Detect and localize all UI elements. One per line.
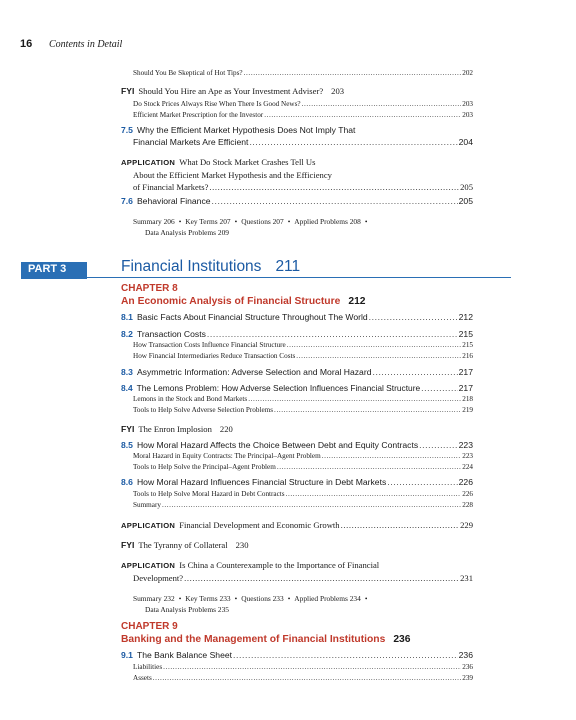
- summary-item: Data Analysis Problems 235: [145, 605, 229, 614]
- application-tag: APPLICATION: [121, 520, 176, 530]
- section-title-line2: Financial Markets Are Efficient: [133, 137, 249, 147]
- dotted-leader: [302, 99, 462, 110]
- bullet: •: [234, 594, 238, 603]
- section-title-line1: Why the Efficient Market Hypothesis Does Not Imply That: [136, 124, 356, 135]
- section-title: Basic Facts About Financial Structure Throughout The World: [136, 312, 368, 322]
- entry-page: 215: [462, 341, 473, 349]
- toc-subentry: [133, 405, 473, 416]
- chapter-8-summary: [121, 593, 473, 615]
- entry-text: Liabilities: [133, 662, 163, 671]
- summary-item: Questions 233: [241, 594, 284, 603]
- section-title: Transaction Costs: [136, 328, 206, 339]
- entry-text: Lemons in the Stock and Bond Markets: [133, 395, 248, 403]
- chapter-title-text: Banking and the Management of Financial Institutions: [121, 634, 386, 645]
- dotted-leader: [209, 181, 459, 193]
- section-page: 204: [458, 137, 473, 147]
- section-page: 217: [458, 367, 473, 377]
- application-financial-development: [121, 519, 473, 532]
- toc-chapter-7-continued: [121, 68, 473, 238]
- section-page: 236: [458, 650, 473, 660]
- fyi-ape-subentries: [121, 99, 473, 121]
- section-8-2-subentries: [121, 340, 473, 362]
- fyi-page: 203: [331, 86, 345, 96]
- entry-text: Tools to Help Solve Moral Hazard in Debt Contracts: [133, 489, 285, 498]
- toc-chapter-9: [121, 621, 473, 684]
- section-number: 8.1: [121, 312, 133, 322]
- dotted-leader: [322, 451, 462, 462]
- section-title: The Bank Balance Sheet: [136, 650, 233, 660]
- section-title: Behavioral Finance: [136, 195, 211, 206]
- fyi-enron: [121, 423, 473, 436]
- application-line3: of Financial Markets?: [133, 181, 209, 192]
- entry-page: 202: [462, 69, 473, 77]
- chapter-title: [121, 633, 473, 646]
- toc-subentry: [133, 340, 473, 351]
- dotted-leader: [421, 382, 458, 395]
- fyi-text: The Enron Implosion: [138, 424, 212, 434]
- dotted-leader: [153, 673, 461, 684]
- section-7-6: [121, 195, 473, 208]
- running-title: Contents in Detail: [49, 39, 123, 50]
- summary-item: Questions 207: [241, 217, 284, 226]
- section-page: 223: [458, 439, 473, 450]
- dotted-leader: [372, 366, 457, 379]
- section-number: 9.1: [121, 650, 133, 660]
- entry-text: Should You Be Skeptical of Hot Tips?: [133, 69, 243, 77]
- dotted-leader: [212, 195, 458, 208]
- bullet: •: [178, 594, 182, 603]
- fyi-page: 230: [235, 539, 249, 550]
- section-title: The Lemons Problem: How Adverse Selection Influences Financial Structure: [136, 382, 421, 393]
- summary-item: Key Terms 233: [185, 594, 231, 603]
- dotted-leader: [296, 351, 461, 362]
- toc-subentry: [133, 662, 473, 673]
- dotted-leader: [419, 439, 458, 452]
- section-number: 8.5: [121, 439, 133, 450]
- chapter-title: [121, 295, 473, 308]
- application-tag: APPLICATION: [121, 157, 176, 167]
- section-number: 8.2: [121, 328, 133, 339]
- entry-text: Moral Hazard in Equity Contracts: The Principal–Agent Problem: [133, 452, 321, 460]
- bullet: •: [287, 594, 291, 603]
- summary-item: Applied Problems 208: [294, 217, 361, 226]
- section-8-4: [121, 382, 473, 395]
- application-tag: APPLICATION: [121, 561, 176, 570]
- toc-subentry: [133, 673, 473, 684]
- section-page: 226: [458, 477, 473, 487]
- dotted-leader: [248, 394, 461, 405]
- fyi-text: The Tyranny of Collateral: [138, 539, 228, 550]
- dotted-leader: [207, 328, 458, 341]
- toc-subentry: [133, 110, 473, 121]
- part-label: PART 3: [28, 263, 67, 275]
- entry-text: Do Stock Prices Always Rise When There Is Good News?: [133, 99, 301, 108]
- section-title: How Moral Hazard Influences Financial Structure in Debt Markets: [136, 477, 387, 487]
- section-page: 212: [458, 312, 473, 322]
- entry-page: 203: [462, 110, 473, 119]
- section-9-1-subentries: [121, 662, 473, 684]
- page-header: [20, 38, 122, 54]
- toc-subentry: [133, 489, 473, 500]
- chapter-7-summary: [121, 216, 473, 238]
- section-page: 215: [458, 328, 473, 339]
- entry-page: 216: [462, 352, 473, 360]
- section-number: 8.4: [121, 382, 133, 393]
- entry-page: 219: [462, 406, 473, 414]
- chapter-page: 212: [348, 296, 366, 307]
- section-8-6: [121, 476, 473, 489]
- part-title: [121, 258, 300, 276]
- dotted-leader: [286, 489, 462, 500]
- dotted-leader: [274, 405, 461, 416]
- dotted-leader: [233, 649, 458, 662]
- application-page: 205: [460, 181, 473, 192]
- section-8-6-subentries: [121, 489, 473, 511]
- dotted-leader: [369, 311, 458, 324]
- entry-text: Assets: [133, 673, 152, 682]
- chapter-title-text: An Economic Analysis of Financial Structure: [121, 296, 341, 307]
- fyi-ape: [121, 85, 473, 98]
- application-page: 231: [460, 573, 473, 583]
- section-title: Asymmetric Information: Adverse Selection and Moral Hazard: [136, 367, 372, 377]
- fyi-collateral: [121, 539, 473, 552]
- toc-chapter-8: [121, 283, 473, 615]
- application-line2: Development?: [133, 573, 184, 583]
- part-page: 211: [275, 258, 301, 275]
- application-line1: Is China a Counterexample to the Importance of Financial: [179, 560, 380, 570]
- entry-page: 226: [462, 489, 473, 498]
- entry-text: Tools to Help Solve the Principal–Agent Problem: [133, 463, 276, 471]
- section-number: 8.6: [121, 477, 133, 487]
- section-8-4-subentries: [121, 394, 473, 416]
- bullet: •: [364, 217, 368, 226]
- application-page: 229: [460, 519, 473, 530]
- application-china: [121, 559, 473, 584]
- section-7-5: [121, 124, 473, 149]
- application-text: Financial Development and Economic Growth: [179, 519, 340, 530]
- dotted-leader: [184, 572, 459, 584]
- chapter-label: CHAPTER 8: [121, 283, 178, 294]
- summary-item: Key Terms 207: [185, 217, 231, 226]
- toc-subentry: [133, 462, 473, 473]
- entry-page: 218: [462, 395, 473, 403]
- summary-item: Data Analysis Problems 209: [145, 228, 229, 237]
- toc-entry-hot-tips: [121, 68, 473, 79]
- toc-subentry: [133, 500, 473, 511]
- chapter-label: CHAPTER 9: [121, 621, 178, 632]
- entry-text: How Financial Intermediaries Reduce Transaction Costs: [133, 352, 296, 360]
- section-number: 7.6: [121, 195, 133, 206]
- application-line1: What Do Stock Market Crashes Tell Us: [179, 156, 316, 167]
- bullet: •: [287, 217, 291, 226]
- summary-item: Summary 232: [133, 594, 175, 603]
- toc-subentry: [133, 99, 473, 110]
- bullet: •: [234, 217, 238, 226]
- dotted-leader: [163, 662, 461, 673]
- page-number: 16: [20, 38, 33, 50]
- dotted-leader: [162, 500, 461, 511]
- section-8-5-subentries: [121, 451, 473, 473]
- entry-page: 236: [462, 662, 473, 671]
- fyi-text: Should You Hire an Ape as Your Investment Adviser?: [138, 86, 324, 96]
- entry-page: 228: [462, 500, 473, 509]
- part-rule: [87, 277, 511, 278]
- toc-subentry: [133, 351, 473, 362]
- section-8-5: [121, 439, 473, 452]
- toc-subentry: [133, 451, 473, 462]
- section-9-1: [121, 649, 473, 662]
- section-page: 217: [458, 382, 473, 393]
- section-number: 8.3: [121, 367, 133, 377]
- dotted-leader: [277, 462, 461, 473]
- bullet: •: [178, 217, 182, 226]
- entry-text: How Transaction Costs Influence Financial Structure: [133, 341, 286, 349]
- dotted-leader: [244, 68, 462, 79]
- application-stock-crashes: [121, 156, 473, 193]
- application-line2: About the Efficient Market Hypothesis and the Efficiency: [133, 169, 332, 180]
- summary-item: Applied Problems 234: [294, 594, 361, 603]
- dotted-leader: [249, 136, 457, 149]
- fyi-tag: FYI: [121, 424, 135, 434]
- dotted-leader: [341, 519, 460, 531]
- entry-text: Efficient Market Prescription for the Investor: [133, 110, 264, 119]
- section-title: How Moral Hazard Affects the Choice Between Debt and Equity Contracts: [136, 439, 419, 450]
- dotted-leader: [387, 476, 457, 489]
- entry-text: Summary: [133, 500, 161, 509]
- fyi-page: 220: [219, 424, 233, 434]
- section-8-3: [121, 366, 473, 379]
- bullet: •: [364, 594, 368, 603]
- entry-page: 223: [462, 452, 473, 460]
- summary-item: Summary 206: [133, 217, 175, 226]
- entry-page: 239: [462, 673, 473, 682]
- fyi-tag: FYI: [121, 539, 135, 550]
- section-page: 205: [458, 195, 473, 206]
- entry-text: Tools to Help Solve Adverse Selection Problems: [133, 406, 274, 414]
- entry-page: 203: [462, 99, 473, 108]
- toc-subentry: [133, 394, 473, 405]
- entry-page: 224: [462, 463, 473, 471]
- section-8-1: [121, 311, 473, 324]
- fyi-tag: FYI: [121, 86, 135, 96]
- dotted-leader: [264, 110, 461, 121]
- chapter-page: 236: [393, 634, 411, 645]
- part-title-text: Financial Institutions: [121, 258, 262, 275]
- section-8-2: [121, 328, 473, 341]
- section-number: 7.5: [121, 124, 133, 135]
- dotted-leader: [287, 340, 462, 351]
